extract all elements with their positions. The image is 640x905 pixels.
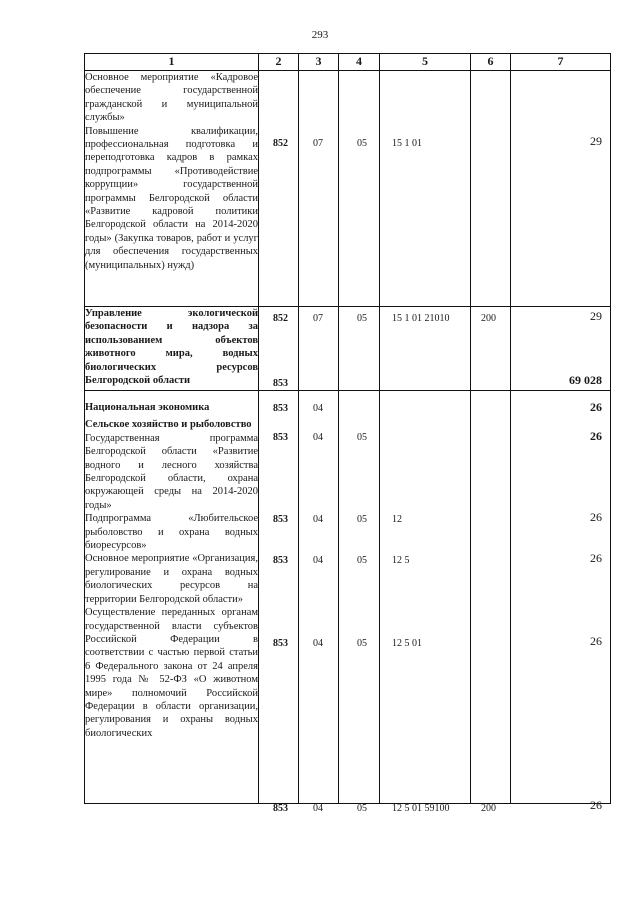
cell-value: 15 1 01 <box>392 138 422 149</box>
header-row <box>85 54 611 71</box>
column-header-7: 7 <box>511 54 611 71</box>
column-header-4: 4 <box>339 54 380 71</box>
cell-expense-type <box>471 71 511 324</box>
table-row <box>85 307 611 391</box>
column-header-2: 2 <box>259 54 299 71</box>
cell-value: 29 <box>590 309 602 323</box>
cell-target-article <box>380 391 471 814</box>
row-text: Национальная экономика <box>85 402 210 413</box>
cell-value: 04 <box>313 403 323 414</box>
cell-target-article <box>380 307 471 391</box>
cell-value: 853 <box>273 378 288 389</box>
cell-value: 12 <box>392 514 402 525</box>
cell-value: 26 <box>590 634 602 648</box>
column-header-6: 6 <box>471 54 511 71</box>
cell-value: 05 <box>357 803 367 814</box>
column-header-3: 3 <box>299 54 339 71</box>
cell-amount <box>511 391 611 812</box>
cell-value: 12 5 <box>392 555 410 566</box>
cell-value: 853 <box>273 555 288 566</box>
column-header-1: 1 <box>85 54 259 71</box>
cell-value: 200 <box>481 313 496 324</box>
cell-value: 07 <box>313 138 323 149</box>
cell-value: 05 <box>357 555 367 566</box>
cell-value: 69 028 <box>569 373 602 387</box>
cell-subsection <box>339 71 380 324</box>
row-text: Основное мероприятие «Организация, регулирование и охрана водных биологических ресурсов на территории Белгородской области» <box>85 553 258 605</box>
cell-value: 04 <box>313 555 323 566</box>
cell-value: 26 <box>590 510 602 524</box>
table-row <box>85 71 611 307</box>
cell-value: 853 <box>273 803 288 814</box>
cell-expense-type <box>471 391 511 814</box>
cell-subsection <box>339 307 380 391</box>
cell-value: 05 <box>357 138 367 149</box>
cell-expense-type <box>471 307 511 391</box>
cell-value: 26 <box>590 798 602 812</box>
cell-ministry <box>259 391 299 814</box>
cell-section <box>299 71 339 324</box>
cell-ministry <box>259 307 299 391</box>
cell-value: 05 <box>357 313 367 324</box>
row-text: Сельское хозяйство и рыболовство <box>85 419 252 431</box>
cell-value: 05 <box>357 638 367 649</box>
cell-value: 853 <box>273 403 288 414</box>
cell-value: 853 <box>273 638 288 649</box>
cell-value: 200 <box>481 803 496 814</box>
cell-value: 05 <box>357 514 367 525</box>
cell-value: 12 5 01 <box>392 638 422 649</box>
row-description <box>85 391 259 804</box>
cell-target-article <box>380 71 471 324</box>
cell-value: 04 <box>313 432 323 443</box>
cell-amount <box>511 71 611 323</box>
cell-value: 04 <box>313 803 323 814</box>
cell-value: 852 <box>273 313 288 324</box>
cell-section <box>299 307 339 391</box>
cell-value: 853 <box>273 432 288 443</box>
row-description <box>85 307 259 391</box>
row-text: Государственная программа Белгородской области «Развитие водного и лесного хозяйства Белгородской области, охрана окружающей среды на 2014-2020 годы» <box>85 432 258 511</box>
cell-value: 26 <box>590 400 602 414</box>
cell-value: 04 <box>313 514 323 525</box>
cell-amount <box>511 307 611 391</box>
cell-value: 04 <box>313 638 323 649</box>
cell-value: 26 <box>590 429 602 443</box>
row-text: Управление экологической безопасности и надзора за использованием объектов животного мира, водных биологических ресурсов Белгородской области <box>85 308 258 387</box>
row-text: Подпрограмма «Любительское рыболовство и охрана водных биоресурсов» <box>85 513 258 552</box>
cell-value: 15 1 01 21010 <box>392 313 450 324</box>
table-row <box>85 391 611 804</box>
cell-ministry <box>259 71 299 324</box>
cell-value: 05 <box>357 432 367 443</box>
page-number: 293 <box>311 29 329 41</box>
row-text: Основное мероприятие «Кадровое обеспечение государственной гражданской и муниципальной службы» <box>85 72 258 124</box>
row-text: Осуществление переданных органам государственной власти субъектов Российской Федерации в соответствии с частью первой статьи 6 Федерального закона от 24 апреля 1995 года № 52-ФЗ «О животном мире» полномочий Российской Федерации в области организации, регулирования и охраны водных биологических <box>85 607 258 739</box>
cell-value: 07 <box>313 313 323 324</box>
cell-value: 853 <box>273 514 288 525</box>
row-text: Повышение квалификации, профессиональная подготовка и переподготовка кадров в рамках подпрограммы «Противодействие коррупции» государственной программы Белгородской области «Развитие кадровой политики Белгородской области на 2014-2020 годы» (Закупка товаров, работ и услуг для обеспечения государственных (муниципальных) нужд) <box>85 125 258 271</box>
row-description <box>85 71 259 307</box>
cell-value: 852 <box>273 138 288 149</box>
cell-subsection <box>339 391 380 814</box>
budget-table <box>84 53 611 814</box>
cell-section <box>299 391 339 814</box>
cell-value: 29 <box>590 134 602 148</box>
cell-value: 26 <box>590 551 602 565</box>
cell-value: 12 5 01 59100 <box>392 803 450 814</box>
column-header-5: 5 <box>380 54 471 71</box>
